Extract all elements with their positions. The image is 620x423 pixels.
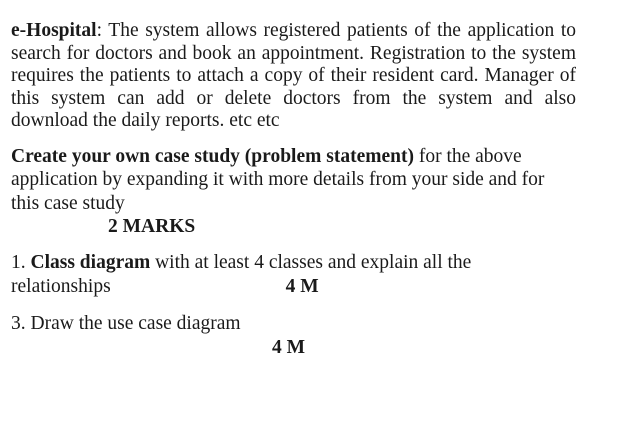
class-diagram-description-cont: relationships	[11, 275, 111, 297]
case-study-heading: Create your own case study (problem statement)	[11, 145, 414, 167]
class-diagram-line2	[11, 275, 576, 299]
title-colon: :	[96, 20, 103, 41]
intro-paragraph	[11, 20, 576, 133]
class-diagram-number: 1.	[11, 251, 31, 273]
system-title: e-Hospital	[11, 20, 97, 41]
case-study-task	[11, 145, 576, 239]
class-diagram-heading: Class diagram	[30, 251, 151, 273]
use-case-task	[11, 312, 576, 360]
class-diagram-task	[11, 251, 576, 299]
intro-body: The system allows registered patients of the application to search for doctors and book an appointment. Registration to the system requires the patients to attach a copy of their resident card. Manager of this system can add or delete doctors from the system and also download the daily reports. etc etc	[11, 20, 576, 132]
class-diagram-line1	[11, 251, 576, 275]
class-diagram-description: with at least 4 classes and explain all the	[150, 251, 472, 273]
use-case-text: 3. Draw the use case diagram	[11, 312, 241, 334]
question-page	[11, 20, 576, 360]
case-study-text	[11, 145, 576, 216]
class-diagram-marks: 4 M	[285, 275, 319, 297]
case-study-marks: 2 MARKS	[108, 216, 196, 238]
case-study-description: for the above application by expanding it with more details from your side and for this case study	[11, 145, 545, 214]
use-case-marks: 4 M	[272, 336, 306, 358]
